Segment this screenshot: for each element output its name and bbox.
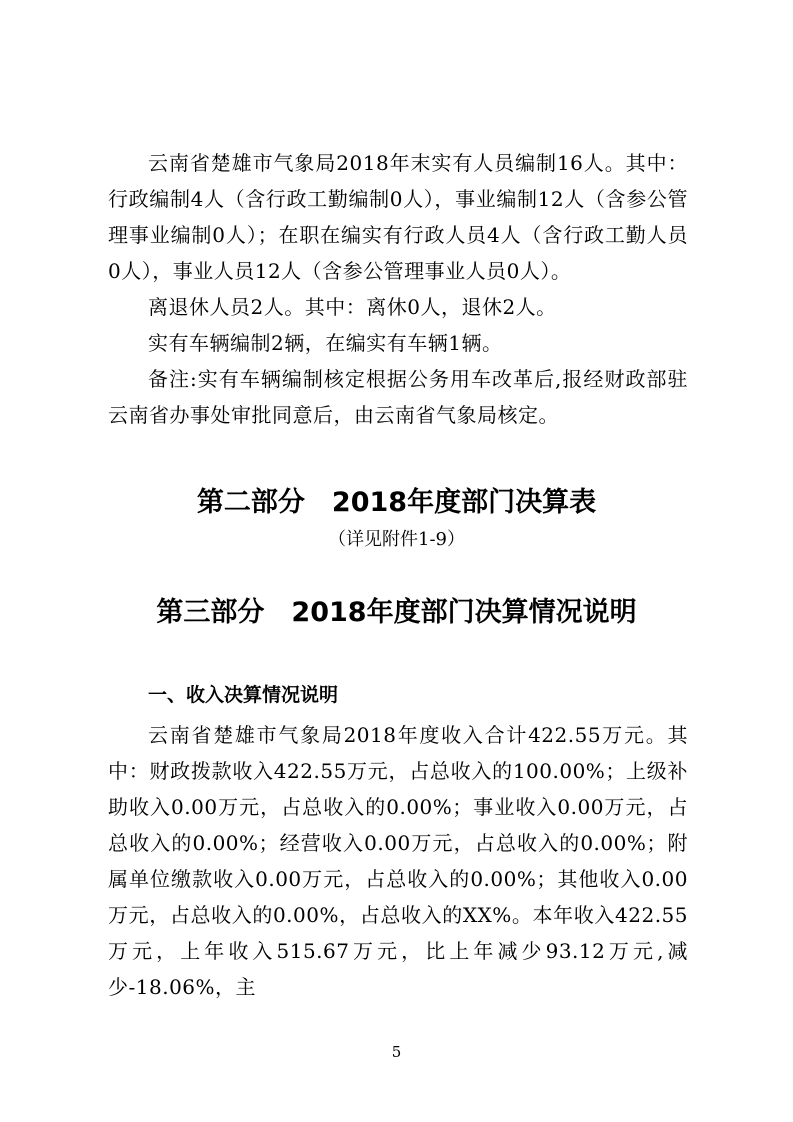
attachment-reference-note: （详见附件1-9） — [328, 529, 465, 550]
retirees-paragraph: 离退休人员2人。其中：离休0人，退休2人。 — [148, 295, 557, 319]
page-number: 5 — [391, 1043, 402, 1061]
income-section-title: 一、收入决算情况说明 — [148, 684, 339, 706]
income-paragraph: 云南省楚雄市气象局2018年度收入合计422.55万元。其中：财政拨款收入422.55万元，占总收入的100.00%；上级补助收入0.00万元，占总收入的0.00%；事业收入0.00万元，占总收入的0.00%；经营收入0.00万元，占总收入的0.00%；附属单位缴款收入0.00万元，占总收入的0.00%；其他收入0.00万元，占总收入的0.00%，占总收入的XX%。本年收入422.55万元，上年收入515.67万元，比上年减少93.12万元,减少-18.06%，主 — [108, 723, 688, 999]
part-two-heading: 第二部分 2018年度部门决算表 — [196, 487, 597, 518]
vehicles-paragraph: 实有车辆编制2辆，在编实有车辆1辆。 — [148, 331, 503, 355]
staffing-paragraph: 云南省楚雄市气象局2018年末实有人员编制16人。其中：行政编制4人（含行政工勤编制0人），事业编制12人（含参公管理事业编制0人）；在职在编实有行政人员4人（含行政工勤人员0人），事业人员12人（含参公管理事业人员0人）。 — [108, 151, 688, 283]
part-three-heading: 第三部分 2018年度部门决算情况说明 — [156, 597, 637, 628]
vehicles-note-paragraph: 备注:实有车辆编制核定根据公务用车改革后,报经财政部驻云南省办事处审批同意后，由云南省气象局核定。 — [108, 367, 688, 427]
